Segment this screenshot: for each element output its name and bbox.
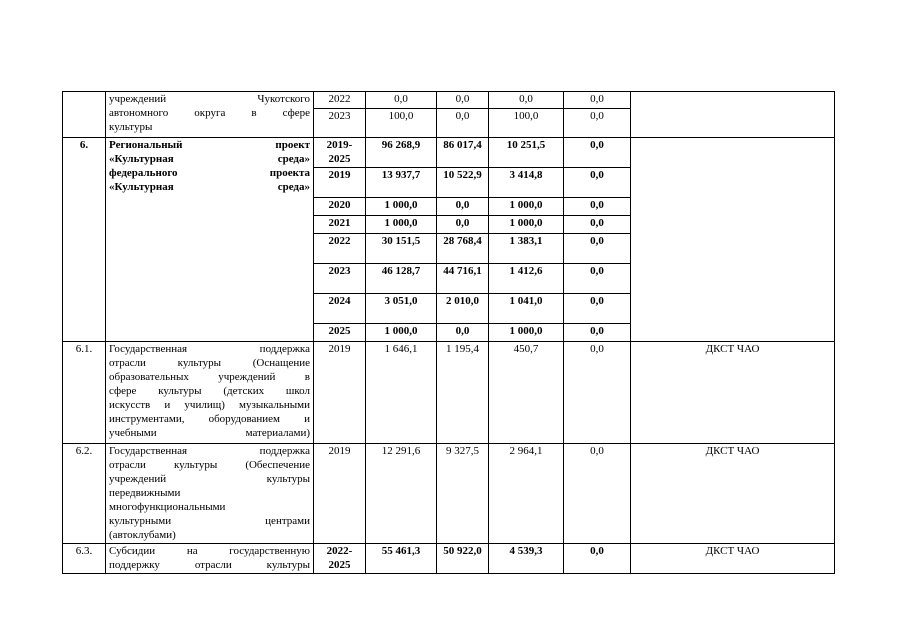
district-cell: 10 522,9 (437, 168, 489, 198)
district-cell: 28 768,4 (437, 234, 489, 264)
table-row (63, 544, 835, 574)
description-line: Региональный проект (109, 139, 310, 151)
description-line: отрасли культуры (Оснащение (109, 357, 310, 369)
row-number-cell: 6. (63, 138, 106, 342)
district-cell: 0,0 (437, 109, 489, 138)
total-cell: 1 000,0 (366, 216, 437, 234)
row-description-cell (106, 544, 314, 574)
regional-cell: 0,0 (489, 92, 564, 109)
table-row (63, 138, 835, 168)
description-line: автономного округа в сфере (109, 107, 310, 119)
total-cell: 46 128,7 (366, 264, 437, 294)
row-description-cell (106, 92, 314, 138)
regional-cell: 10 251,5 (489, 138, 564, 168)
description-line: учреждений культуры (109, 473, 310, 485)
table-row (63, 342, 835, 444)
year-cell: 2023 (314, 109, 366, 138)
district-cell: 50 922,0 (437, 544, 489, 574)
local-cell: 0,0 (564, 92, 631, 109)
local-cell: 0,0 (564, 138, 631, 168)
year-cell: 2022 (314, 234, 366, 264)
local-cell: 0,0 (564, 544, 631, 574)
executor-cell: ДКСТ ЧАО (631, 444, 835, 544)
regional-cell: 100,0 (489, 109, 564, 138)
row-number-cell: 6.3. (63, 544, 106, 574)
total-cell: 1 646,1 (366, 342, 437, 444)
description-line: отрасли культуры (Обеспечение (109, 459, 310, 471)
executor-cell (631, 138, 835, 342)
regional-cell: 2 964,1 (489, 444, 564, 544)
description-line: образовательных учреждений в (109, 371, 310, 383)
regional-cell: 3 414,8 (489, 168, 564, 198)
year-cell: 2023 (314, 264, 366, 294)
description-line: инструментами, оборудованием и (109, 413, 310, 425)
description-line: Субсидии на государственную (109, 545, 310, 557)
description-line: учебными материалами) (109, 427, 310, 439)
regional-cell: 1 000,0 (489, 198, 564, 216)
description-line: культурными центрами (109, 515, 310, 527)
executor-cell: ДКСТ ЧАО (631, 544, 835, 574)
total-cell: 13 937,7 (366, 168, 437, 198)
local-cell: 0,0 (564, 324, 631, 342)
local-cell: 0,0 (564, 198, 631, 216)
year-cell: 2025 (314, 324, 366, 342)
description-line: учреждений Чукотского (109, 93, 310, 105)
total-cell: 1 000,0 (366, 198, 437, 216)
executor-cell: ДКСТ ЧАО (631, 342, 835, 444)
total-cell: 0,0 (366, 92, 437, 109)
regional-cell: 1 412,6 (489, 264, 564, 294)
description-line: Государственная поддержка (109, 445, 310, 457)
district-cell: 0,0 (437, 216, 489, 234)
row-description-cell (106, 138, 314, 342)
regional-cell: 1 383,1 (489, 234, 564, 264)
district-cell: 9 327,5 (437, 444, 489, 544)
description-line: искусств и училищ) музыкальными (109, 399, 310, 411)
year-cell: 2019 (314, 444, 366, 544)
district-cell: 0,0 (437, 92, 489, 109)
budget-table (62, 91, 835, 574)
local-cell: 0,0 (564, 168, 631, 198)
district-cell: 0,0 (437, 324, 489, 342)
year-cell: 2021 (314, 216, 366, 234)
description-line: поддержку отрасли культуры (109, 559, 310, 571)
description-line: Государственная поддержка (109, 343, 310, 355)
total-cell: 12 291,6 (366, 444, 437, 544)
total-cell: 1 000,0 (366, 324, 437, 342)
local-cell: 0,0 (564, 444, 631, 544)
description-line: культуры (109, 121, 153, 133)
local-cell: 0,0 (564, 264, 631, 294)
year-cell: 2024 (314, 294, 366, 324)
local-cell: 0,0 (564, 234, 631, 264)
district-cell: 0,0 (437, 198, 489, 216)
district-cell: 1 195,4 (437, 342, 489, 444)
regional-cell: 1 000,0 (489, 216, 564, 234)
district-cell: 2 010,0 (437, 294, 489, 324)
description-line: сфере культуры (детских школ (109, 385, 310, 397)
year-cell: 2019 (314, 342, 366, 444)
description-line: (автоклубами) (109, 529, 176, 541)
total-cell: 30 151,5 (366, 234, 437, 264)
local-cell: 0,0 (564, 216, 631, 234)
local-cell: 0,0 (564, 294, 631, 324)
description-line: «Культурная среда» (109, 153, 310, 165)
district-cell: 44 716,1 (437, 264, 489, 294)
year-cell: 2020 (314, 198, 366, 216)
row-description-cell (106, 444, 314, 544)
district-cell: 86 017,4 (437, 138, 489, 168)
description-line: федерального проекта (109, 167, 310, 179)
regional-cell: 1 041,0 (489, 294, 564, 324)
description-line: передвижными (109, 487, 181, 499)
row-number-cell: 6.1. (63, 342, 106, 444)
table-row (63, 92, 835, 109)
description-line: многофункциональными (109, 501, 226, 513)
year-cell: 2019-2025 (314, 138, 366, 168)
year-cell: 2022-2025 (314, 544, 366, 574)
regional-cell: 1 000,0 (489, 324, 564, 342)
local-cell: 0,0 (564, 109, 631, 138)
total-cell: 96 268,9 (366, 138, 437, 168)
regional-cell: 4 539,3 (489, 544, 564, 574)
total-cell: 100,0 (366, 109, 437, 138)
year-cell: 2019 (314, 168, 366, 198)
regional-cell: 450,7 (489, 342, 564, 444)
row-description-cell (106, 342, 314, 444)
description-line: «Культурная среда» (109, 181, 310, 193)
executor-cell (631, 92, 835, 138)
table-row (63, 444, 835, 544)
year-cell: 2022 (314, 92, 366, 109)
total-cell: 3 051,0 (366, 294, 437, 324)
local-cell: 0,0 (564, 342, 631, 444)
row-number-cell: 6.2. (63, 444, 106, 544)
total-cell: 55 461,3 (366, 544, 437, 574)
row-number-cell (63, 92, 106, 138)
